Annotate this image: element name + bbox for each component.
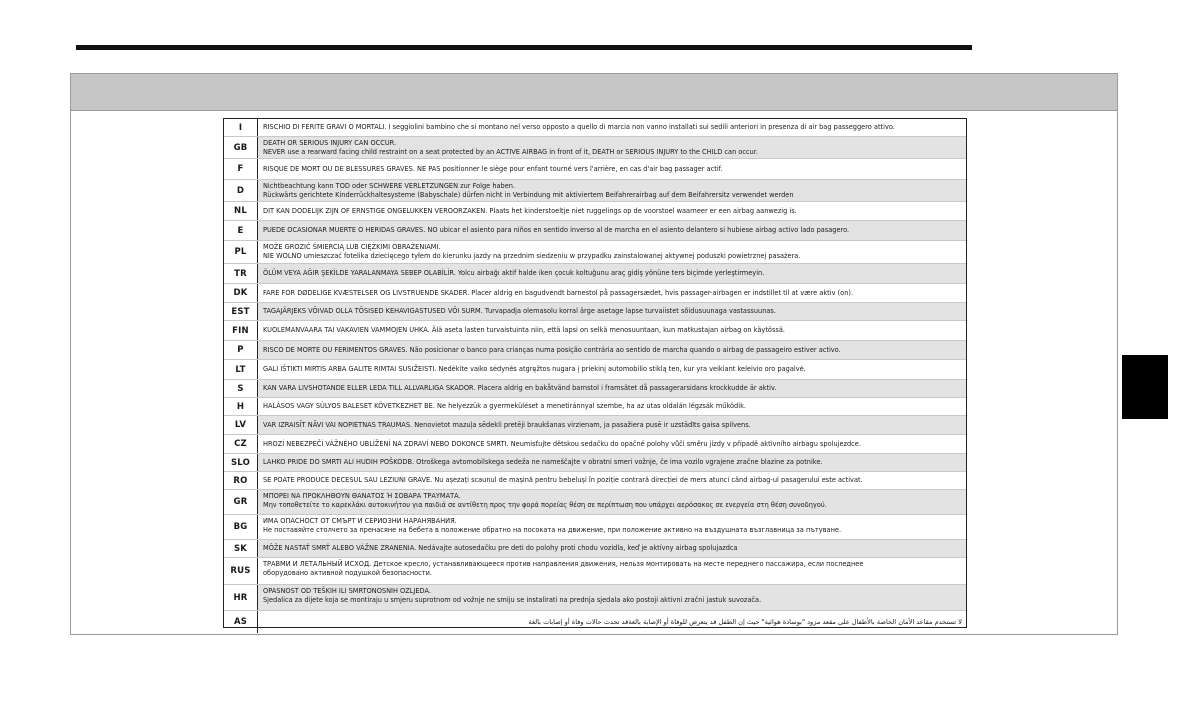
warning-text [258, 321, 966, 340]
language-code: CZ [224, 435, 258, 453]
warning-line: RISCO DE MORTE OU FERIMENTOS GRAVES. Não posicionar o banco para crianças numa posição contrária ao sentido de marcha quando o airbag de passageiro estiver activo. [263, 345, 841, 354]
warning-line: TAGAJÄRJEKS VÕIVAD OLLA TÕSISED KEHAVIGASTUSED VÕI SURM. Turvapadja olemasolu korral ärge asetage lapse turvaiistet sõidusuunaga vastassuunas. [263, 307, 776, 315]
warning-line: DIT KAN DODELIJK ZIJN OF ERNSTIGE ONGELUKKEN VEROORZAKEN. Plaats het kinderstoeltje niet ruggelings op de voorstoel waarneer er een airbag aanwezig is. [263, 206, 797, 215]
label-row [224, 201, 966, 220]
warning-line: SE POATE PRODUCE DECESUL SAU LEZIUNI GRAVE. Nu așezați scaunul de mașină pentru bebeluși în poziție contrară direcției de mers atunci când airbag-ul pasagerului este activat. [263, 476, 863, 484]
warning-text [258, 264, 966, 283]
label-row [224, 283, 966, 302]
label-row [224, 539, 966, 557]
language-code: E [224, 221, 258, 240]
header-rule [76, 45, 972, 50]
label-row [224, 220, 966, 240]
label-row [224, 453, 966, 471]
warning-line: MÔŽE NASTAŤ SMRŤ ALEBO VÁŽNE ZRANENIA. Nedávajte autosedačku pre deti do polohy proti chodu vozidla, keď je aktívny airbag spolujazdca [263, 544, 738, 552]
warning-text [258, 611, 966, 633]
warning-line: ΜΠΟΡΕΙ ΝΑ ΠΡΟΚΛΗΘΟΥΝ ΘΑΝΑΤΟΣ Ή ΣΟΒΑΡΑ ΤΡΑΥΜΑΤΑ. [263, 492, 461, 500]
language-code: HR [224, 585, 258, 610]
label-row [224, 379, 966, 397]
warning-line: MOŻE GROZIĆ ŚMIERCIĄ LUB CIĘŻKIMI OBRAŻENIAMI. [263, 243, 441, 251]
warning-line: оборудовано активной подушкой безопасности. [263, 569, 433, 577]
warning-line: Sjedalica za dijete koja se montiraju u smjeru suprotnom od vožnje ne smiju se instalirati na prednja sjedala ako postoji aktivni zračni jastuk suvozača. [263, 596, 762, 604]
warning-line: PUEDE OCASIONAR MUERTE O HERIDAS GRAVES. NO ubicar el asiento para niños en sentido inverso al de marcha en el asiento delantero si hubiese airbag activo lado pasagero. [263, 226, 850, 234]
label-row [224, 415, 966, 434]
warning-text [258, 284, 966, 302]
chapter-tab [1122, 355, 1168, 419]
warning-text [258, 472, 966, 489]
label-row [224, 240, 966, 263]
label-row [224, 557, 966, 584]
language-code: LT [224, 360, 258, 379]
warning-line: RISQUE DE MORT OU DE BLESSURES GRAVES. NE PAS positionner le siège pour enfant tourné vers l'arrière, en cas d'air bag passager actif. [263, 164, 723, 173]
warning-line: NIE WOLNO umieszczać fotelika dziecięcego tyłem do kierunku jazdy na przednim siedzeniu w przypadku zainstalowanej aktywnej poduszki powietrznej pasażera. [263, 252, 801, 260]
language-code: GR [224, 490, 258, 514]
language-code: S [224, 380, 258, 397]
warning-text [258, 435, 966, 453]
label-row [224, 471, 966, 489]
warning-line: Rückwärts gerichtete Kinderrückhaltesysteme (Babyschale) dürfen nicht in Verbindung mit aktiviertem Beifahrerairbag auf dem Beifahrersitz verwendet werden [263, 191, 794, 199]
warning-line: Nichtbeachtung kann TOD oder SCHWERE VERLETZUNGEN zur Folge haben. [263, 182, 516, 190]
warning-line: FARE FOR DØDELIGE KVÆSTELSER OG LIVSTRUENDE SKADER. Placer aldrig en bagudvendt barnestol på passagersædet, hvis passager-airbagen er indstillet til at være aktiv (on). [263, 288, 854, 297]
warning-text [258, 159, 966, 179]
language-code: BG [224, 515, 258, 539]
language-code: TR [224, 264, 258, 283]
warning-line: NEVER use a rearward facing child restraint on a seat protected by an ACTIVE AIRBAG in front of it, DEATH or SERIOUS INJURY to the CHILD can occur. [263, 148, 759, 156]
warning-line: KAN VARA LIVSHOTANDE ELLER LEDA TILL ALLVARLIGA SKADOR. Placera aldrig en bakåtvänd barnstol i framsätet då passagerarsidans krockkudde är aktiv. [263, 384, 777, 392]
warning-line: ÖLÜM VEYA AĞIR ŞEKİLDE YARALANMAYA SEBEP OLABİLİR. Yolcu airbağı aktif halde iken çocuk koltuğunu araç gidiş yönüne ters biçimde yerleştirmeyin. [263, 269, 765, 277]
warning-line: Μην τοποθετείτε το καρεκλάκι αυτοκινήτου για παιδιά σε αντίθετη προς την φορά πορείας θέση σε περίπτωση που υπάρχει αερόσακος σε ενεργεία στη θέση συνοδηγού. [263, 501, 827, 509]
language-code: AS [224, 611, 258, 633]
label-row [224, 489, 966, 514]
label-row [224, 136, 966, 158]
warning-line: ТРАВМИ И ЛЕТАЛЬНЫЙ ИСХОД. Детское кресло, устанавливающееся против направления движения, нельзя монтировать на месте переднего пассажира, если последнее [263, 560, 864, 568]
language-code: DK [224, 284, 258, 302]
warning-text [258, 202, 966, 220]
language-code: SLO [224, 454, 258, 471]
warning-text [258, 398, 966, 415]
warning-text [258, 585, 966, 610]
label-row [224, 320, 966, 340]
warning-line: LAHKO PRIDE DO SMRTI ALI HUDIH POŠKODB. Otroškega avtomobilskega sedeža ne nameščajte v obratni smeri vožnje, če ima vozilo vgrajene zračne blazine za potnike. [263, 458, 823, 466]
language-code: I [224, 119, 258, 136]
warning-line: قد تحدث حالات وفاة أو إصابات بالغة [528, 617, 629, 626]
warning-text [258, 515, 966, 539]
warning-line: HALÁSOS VAGY SÚLYOS BALESET KÖVETKEZHET BE. Ne helyezzük a gyermeküléset a menetiránnyal szembe, ha az utas oldalán légzsák működik. [263, 402, 746, 410]
label-row [224, 263, 966, 283]
label-row [224, 397, 966, 415]
warning-line: OPASNOST OD TEŠKIH ILI SMRTONOSNIH OZLJEDA. [263, 587, 431, 595]
label-row [224, 514, 966, 539]
language-code: P [224, 341, 258, 359]
language-code: EST [224, 303, 258, 320]
warning-text [258, 119, 966, 136]
label-row [224, 119, 966, 136]
language-code: H [224, 398, 258, 415]
warning-line: GALI IŠTIKTI MIRTIS ARBA GALITE RIMTAI SUSIŽEISTI. Nedėkite vaiko sėdynės atgręžtos nugara į priekinį automobilio stiklą ten, kur yra veikiant keleivio oro pagalvė. [263, 365, 806, 373]
warning-text [258, 416, 966, 434]
warning-text [258, 540, 966, 557]
warning-line: HROZÍ NEBEZPEČÍ VÁŽNÉHO UBLÍŽENÍ NA ZDRAVÍ NEBO DOKONCE SMRTI. Neumisťujte dětskou sedačku do opačné polohy vůči směru jízdy v případě aktivního airbagu spolujezdce. [263, 439, 861, 448]
warning-text [258, 303, 966, 320]
language-code: LV [224, 416, 258, 434]
language-code: RUS [224, 558, 258, 584]
warning-line: RISCHIO DI FERITE GRAVI O MORTALI. I seggiolini bambino che si montano nel verso opposto a quello di marcia non vanno installati sui sedili anteriori in presenza di air bag passeggero attivo. [263, 123, 895, 131]
figure-frame [70, 73, 1118, 635]
warning-text [258, 221, 966, 240]
label-row [224, 302, 966, 320]
warning-line: ИМА ОПАСНОСТ ОТ СМЪРТ И СЕРИОЗНИ НАРАНЯВАНИЯ. [263, 517, 457, 525]
language-code: NL [224, 202, 258, 220]
language-code: F [224, 159, 258, 179]
label-row [224, 359, 966, 379]
airbag-warning-label [223, 118, 967, 628]
language-code: GB [224, 137, 258, 158]
language-code: RO [224, 472, 258, 489]
language-code: FIN [224, 321, 258, 340]
label-row [224, 610, 966, 633]
warning-text [258, 558, 966, 584]
warning-text [258, 137, 966, 158]
warning-line: KUOLEMANVAARA TAI VAKAVIEN VAMMOJEN UHKA. Älä aseta lasten turvaistuinta niin, että lapsi on selkä menosuuntaan, kun matkustajan airbag on käytössä. [263, 326, 785, 334]
warning-text [258, 241, 966, 263]
figure-header-band [71, 74, 1117, 111]
language-code: SK [224, 540, 258, 557]
warning-text [258, 341, 966, 359]
warning-text [258, 454, 966, 471]
label-row [224, 340, 966, 359]
warning-text [258, 380, 966, 397]
warning-line: VAR IZRAISĪT NĀVI VAI NOPIETNAS TRAUMAS. Nenovietot mazuļa sēdekli pretēji braukšanas virzienam, ja pasažiera pusē ir uzstādīts gaisa spilvens. [263, 420, 751, 429]
warning-text [258, 180, 966, 201]
warning-line: Не поставяйте столчето за пренасяне на бебета в положение обратно на посоката на движение, при положение активно на въздушната възглавница за пътуване. [263, 526, 842, 534]
label-row [224, 434, 966, 453]
language-code: D [224, 180, 258, 201]
label-row [224, 158, 966, 179]
warning-line: لا تستخدم مقاعد الأمان الخاصة بالأطفال على مقعد مزود "بوسادة هوائية" حيث إن الطفل قد يتعرض للوفاة أو الإصابة بالغة [628, 617, 962, 626]
language-code: PL [224, 241, 258, 263]
warning-line: DEATH OR SERIOUS INJURY CAN OCCUR. [263, 139, 397, 147]
label-row [224, 584, 966, 610]
label-row [224, 179, 966, 201]
warning-text [258, 490, 966, 514]
warning-text [258, 360, 966, 379]
